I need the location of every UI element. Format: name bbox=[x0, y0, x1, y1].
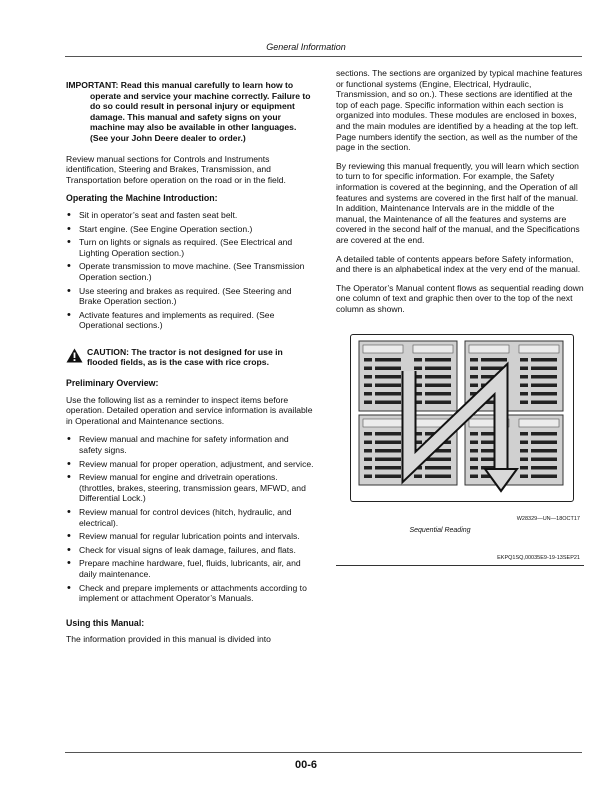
text-line bbox=[425, 466, 451, 470]
caution-notice bbox=[66, 347, 314, 368]
list-item: • Start engine. (See Engine Operation section.) bbox=[66, 224, 314, 235]
text-line bbox=[414, 475, 422, 479]
text-line bbox=[520, 475, 528, 479]
text-line bbox=[375, 441, 401, 445]
list-item: • Prepare machine hardware, fuel, fluids, lubricants, air, and daily maintenance. bbox=[66, 558, 314, 579]
text-line bbox=[364, 432, 372, 436]
text-line bbox=[425, 401, 451, 405]
text-line bbox=[425, 367, 451, 371]
module-rule bbox=[336, 565, 584, 566]
text-line bbox=[520, 392, 528, 396]
text-line bbox=[375, 458, 401, 462]
text-line bbox=[364, 475, 372, 479]
important-notice: IMPORTANT: Read this manual carefully to learn how to operate and service your machine correctly. Failure to do so could result in personal injury or equipment damage. This manual and safety signs on your machine may also be available in other languages. (See your John Deere dealer to order.) bbox=[66, 80, 311, 143]
text-line bbox=[364, 384, 372, 388]
text-line bbox=[531, 375, 557, 379]
text-line bbox=[531, 466, 557, 470]
sequential-reading-figure bbox=[350, 334, 574, 502]
text-line bbox=[470, 466, 478, 470]
flow-paragraph: The Operator’s Manual content flows as sequential reading down one column of text and graphic then over to the top of the next column as shown. bbox=[336, 282, 584, 314]
text-line bbox=[425, 358, 451, 362]
text-line bbox=[470, 375, 478, 379]
section-header: General Information bbox=[266, 42, 346, 52]
warning-triangle-icon bbox=[66, 348, 83, 363]
text-line bbox=[414, 367, 422, 371]
text-line bbox=[425, 384, 451, 388]
figure-caption: Sequential Reading bbox=[409, 527, 471, 535]
list-item: • Operate transmission to move machine. (See Transmission Operation section.) bbox=[66, 261, 314, 282]
text-line bbox=[470, 449, 478, 453]
text-line bbox=[364, 367, 372, 371]
text-line bbox=[531, 401, 557, 405]
operating-list bbox=[66, 210, 314, 331]
text-line bbox=[531, 358, 557, 362]
header-rule bbox=[65, 56, 582, 57]
text-line bbox=[375, 475, 401, 479]
module-heading-bar bbox=[469, 345, 509, 353]
text-line bbox=[375, 358, 401, 362]
prelim-list bbox=[66, 434, 314, 603]
module-heading-bar bbox=[519, 419, 559, 427]
text-line bbox=[520, 432, 528, 436]
text-line bbox=[531, 367, 557, 371]
text-line bbox=[520, 358, 528, 362]
reviewing-paragraph: By reviewing this manual frequently, you will learn which section to turn to for specific information. For example, the Safety information is covered at the beginning, and the Operation of all features and systems are covered in the first half of the manual. In addition, Maintenance Intervals are in the middle of the manual, the Maintenance of all the features and systems are covered in the second half of the manual, and the Specifications are covered at the end. bbox=[336, 160, 580, 245]
text-line bbox=[520, 367, 528, 371]
text-line bbox=[470, 441, 478, 445]
text-line bbox=[481, 358, 507, 362]
footer-rule bbox=[65, 752, 582, 753]
page-number: 00-6 bbox=[294, 759, 318, 771]
text-line bbox=[470, 458, 478, 462]
using-text: The information provided in this manual is divided into bbox=[66, 634, 271, 645]
text-line bbox=[531, 475, 557, 479]
text-line bbox=[364, 358, 372, 362]
text-line bbox=[520, 441, 528, 445]
module-heading-bar bbox=[363, 345, 403, 353]
text-line bbox=[375, 466, 401, 470]
text-line bbox=[375, 449, 401, 453]
text-line bbox=[531, 458, 557, 462]
text-line bbox=[470, 432, 478, 436]
text-line bbox=[375, 392, 401, 396]
text-line bbox=[531, 384, 557, 388]
text-line bbox=[364, 375, 372, 379]
left-column bbox=[66, 80, 314, 653]
contents-paragraph: A detailed table of contents appears before Safety information, and there is an alphabetical index at the very end of the manual. bbox=[336, 253, 581, 275]
text-line bbox=[364, 401, 372, 405]
text-line bbox=[425, 375, 451, 379]
list-item: • Turn on lights or signals as required. (See Electrical and Lighting Operation section.) bbox=[66, 237, 314, 258]
figure-id: W28329—UN—18OCT17 bbox=[516, 516, 580, 523]
list-item: • Review manual for regular lubrication points and intervals. bbox=[66, 531, 314, 542]
text-line bbox=[520, 449, 528, 453]
text-line bbox=[364, 458, 372, 462]
text-line bbox=[520, 458, 528, 462]
using-heading: Using this Manual: bbox=[66, 617, 145, 628]
list-item: • Check for visual signs of leak damage, failures, and flats. bbox=[66, 545, 314, 556]
text-line bbox=[531, 441, 557, 445]
sequential-reading-illustration bbox=[351, 335, 573, 501]
text-line bbox=[470, 358, 478, 362]
text-line bbox=[364, 441, 372, 445]
text-line bbox=[531, 449, 557, 453]
prelim-intro: Use the following list as a reminder to inspect items before operation. Detailed operation and service information is available in Operational and Maintenance sections. bbox=[66, 394, 313, 426]
module-id: EKPQ1SQ,00035E9-19-13SEP21 bbox=[497, 554, 580, 561]
text-line bbox=[375, 375, 401, 379]
text-line bbox=[520, 466, 528, 470]
text-line bbox=[375, 432, 401, 436]
list-item: • Check and prepare implements or attachments according to implement or attachment Operator’s Manuals. bbox=[66, 583, 314, 604]
text-line bbox=[375, 384, 401, 388]
text-line bbox=[375, 401, 401, 405]
text-line bbox=[470, 475, 478, 479]
text-line bbox=[520, 384, 528, 388]
list-item: • Review manual for control devices (hitch, hydraulic, and electrical). bbox=[66, 507, 314, 528]
text-line bbox=[425, 475, 451, 479]
list-item: • Review manual for engine and drivetrain operations. (throttles, brakes, steering, transmission gears, MFWD, and Differential Lock.) bbox=[66, 472, 314, 504]
text-line bbox=[531, 432, 557, 436]
list-item: • Use steering and brakes as required. (See Steering and Brake Operation section.) bbox=[66, 286, 314, 307]
module-heading-bar bbox=[519, 345, 559, 353]
text-line bbox=[414, 358, 422, 362]
list-item: • Review manual and machine for safety information and safety signs. bbox=[66, 434, 314, 455]
text-line bbox=[470, 384, 478, 388]
text-line bbox=[520, 401, 528, 405]
list-item: • Activate features and implements as required. (See Operational sections.) bbox=[66, 310, 314, 331]
text-line bbox=[364, 466, 372, 470]
text-line bbox=[364, 392, 372, 396]
operating-heading: Operating the Machine Introduction: bbox=[66, 193, 218, 204]
right-column bbox=[336, 68, 584, 566]
module-heading-bar bbox=[413, 345, 453, 353]
text-line bbox=[364, 449, 372, 453]
review-intro: Review manual sections for Controls and Instruments identification, Steering and Brakes, Transmission, and Transportation before operation on the road or in the field. bbox=[66, 153, 286, 185]
text-line bbox=[425, 392, 451, 396]
text-line bbox=[375, 367, 401, 371]
text-line bbox=[520, 375, 528, 379]
sections-paragraph: sections. The sections are organized by typical machine features or functional systems (Engine, Electrical, Hydraulic, Transmission, and so on.). These sections are identified at the top of each page. Specific information within each section is organized into modules. These modules are enclosed in boxes, and the main modules are identified by a heading at the top left. Page numbers identify the section, as well as the number of the page in the section. bbox=[336, 68, 583, 153]
text-line bbox=[531, 392, 557, 396]
prelim-heading: Preliminary Overview: bbox=[66, 378, 159, 389]
list-item: • Review manual for proper operation, adjustment, and service. bbox=[66, 459, 314, 470]
caution-text: CAUTION: The tractor is not designed for use in flooded fields, as is the case with rice crops. bbox=[87, 346, 283, 368]
text-line bbox=[470, 367, 478, 371]
list-item: • Sit in operator’s seat and fasten seat belt. bbox=[66, 210, 314, 221]
module-heading-bar bbox=[363, 419, 403, 427]
